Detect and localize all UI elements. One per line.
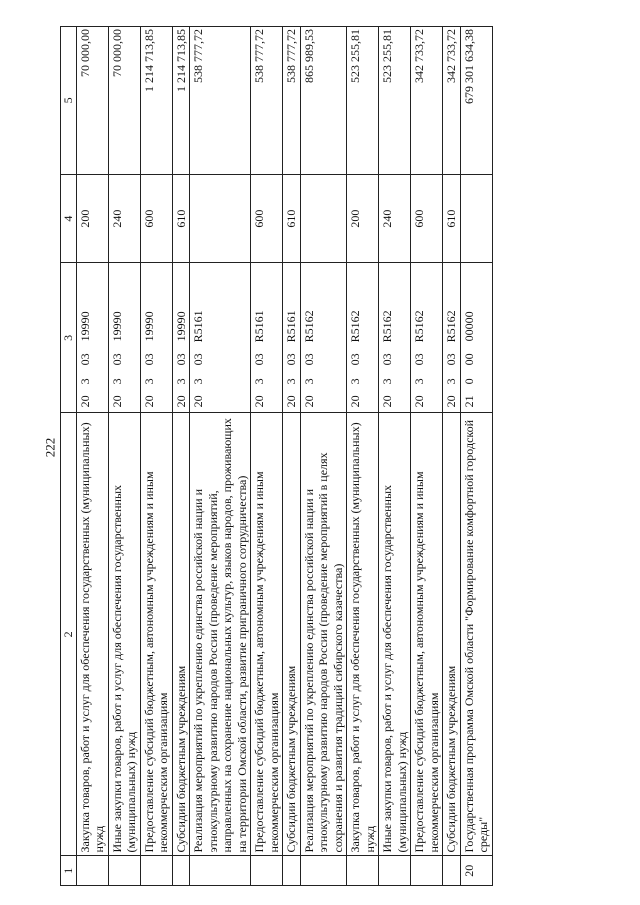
- row-amount: 523 255,81: [347, 27, 379, 175]
- code-event: 03: [301, 353, 316, 366]
- row-expense-type: [460, 174, 492, 263]
- code-direction: R5162: [301, 310, 316, 343]
- row-expense-type: 610: [443, 174, 461, 263]
- code-subprogram: 3: [252, 378, 266, 385]
- row-code: [411, 263, 443, 413]
- row-code: [190, 263, 251, 413]
- budget-table: [60, 26, 493, 886]
- row-number: [283, 856, 301, 886]
- table-row: [172, 27, 190, 886]
- code-subprogram: 3: [284, 378, 298, 385]
- header-col-3: 3: [61, 263, 77, 413]
- row-amount: 679 301 634,38: [460, 27, 492, 175]
- code-subprogram: 0: [461, 378, 476, 385]
- row-name: Субсидии бюджетным учреждениям: [443, 413, 461, 856]
- code-direction: R5161: [284, 310, 298, 343]
- table-row: [411, 27, 443, 886]
- row-expense-type: [190, 174, 251, 263]
- row-number: [411, 856, 443, 886]
- code-event: 03: [444, 353, 458, 366]
- row-code: [76, 263, 108, 413]
- row-name: Предоставление субсидий бюджетным, автономным учреждениям и иным некоммерческим организациям: [140, 413, 172, 856]
- code-direction: 00000: [461, 311, 476, 342]
- code-event: 03: [252, 353, 266, 366]
- code-direction: 19990: [141, 311, 156, 342]
- code-program: 20: [412, 395, 426, 408]
- row-code: [347, 263, 379, 413]
- row-name: Предоставление субсидий бюджетным, автономным учреждениям и иным некоммерческим организациям: [411, 413, 443, 856]
- code-event: 03: [77, 353, 92, 366]
- code-direction: R5162: [348, 310, 362, 343]
- code-program: 20: [109, 395, 124, 408]
- code-direction: R5162: [444, 310, 458, 343]
- table-row: [460, 27, 492, 886]
- code-program: 20: [380, 395, 394, 408]
- row-name: Иные закупки товаров, работ и услуг для обеспечения государственных (муниципальных) нужд: [108, 413, 140, 856]
- row-code: [172, 263, 190, 413]
- code-subprogram: 3: [173, 378, 188, 385]
- row-number: [140, 856, 172, 886]
- code-event: 03: [348, 353, 362, 366]
- row-name: Реализация мероприятий по укреплению единства российской нации и этнокультурному развитию народов России (проведение мероприятий, направленных на сохранение национальных культур, языков народов, проживающих на территории Омской области, развитие приграничного сотрудничества): [190, 413, 251, 856]
- code-program: 20: [141, 395, 156, 408]
- row-expense-type: 240: [108, 174, 140, 263]
- row-amount: 538 777,72: [251, 27, 283, 175]
- header-col-1: 1: [61, 856, 77, 886]
- row-number: 20: [460, 856, 492, 886]
- code-direction: 19990: [77, 311, 92, 342]
- row-amount: 342 733,72: [411, 27, 443, 175]
- row-code: [283, 263, 301, 413]
- table-row: [443, 27, 461, 886]
- code-direction: R5161: [191, 310, 205, 343]
- row-amount: 70 000,00: [108, 27, 140, 175]
- code-direction: R5162: [412, 310, 426, 343]
- row-amount: 342 733,72: [443, 27, 461, 175]
- row-expense-type: 240: [379, 174, 411, 263]
- header-col-5: 5: [61, 27, 77, 175]
- code-program: 21: [461, 395, 476, 408]
- row-number: [108, 856, 140, 886]
- code-event: 03: [284, 353, 298, 366]
- row-name: Закупка товаров, работ и услуг для обеспечения государственных (муниципальных) нужд: [76, 413, 108, 856]
- page-number: 222: [42, 437, 58, 458]
- code-program: 20: [252, 395, 266, 408]
- row-number: [300, 856, 347, 886]
- code-event: 03: [141, 353, 156, 366]
- code-direction: 19990: [109, 311, 124, 342]
- code-program: 20: [301, 395, 316, 408]
- row-code: [460, 263, 492, 413]
- table-row: [190, 27, 251, 886]
- code-program: 20: [77, 395, 92, 408]
- row-expense-type: 200: [76, 174, 108, 263]
- table-row: [108, 27, 140, 886]
- table-row: [379, 27, 411, 886]
- row-name: Государственная программа Омской области "Формирование комфортной городской среды": [460, 413, 492, 856]
- code-subprogram: 3: [77, 378, 92, 385]
- code-program: 20: [284, 395, 298, 408]
- code-event: 03: [380, 353, 394, 366]
- row-name: Закупка товаров, работ и услуг для обеспечения государственных (муниципальных) нужд: [347, 413, 379, 856]
- row-expense-type: 600: [411, 174, 443, 263]
- table-row: [251, 27, 283, 886]
- code-direction: R5162: [380, 310, 394, 343]
- code-event: 03: [173, 353, 188, 366]
- code-event: 03: [109, 353, 124, 366]
- code-subprogram: 3: [380, 378, 394, 385]
- row-expense-type: 600: [251, 174, 283, 263]
- table-row: [300, 27, 347, 886]
- budget-table-rotated: [60, 26, 632, 886]
- row-expense-type: 200: [347, 174, 379, 263]
- row-name: Предоставление субсидий бюджетным, автономным учреждениям и иным некоммерческим организациям: [251, 413, 283, 856]
- row-amount: 1 214 713,85: [172, 27, 190, 175]
- header-row: [61, 27, 77, 886]
- table-row: [283, 27, 301, 886]
- row-code: [300, 263, 347, 413]
- row-amount: 538 777,72: [283, 27, 301, 175]
- row-expense-type: 600: [140, 174, 172, 263]
- code-direction: 19990: [173, 311, 188, 342]
- row-number: [172, 856, 190, 886]
- row-code: [140, 263, 172, 413]
- row-number: [190, 856, 251, 886]
- code-subprogram: 3: [412, 378, 426, 385]
- row-name: Иные закупки товаров, работ и услуг для обеспечения государственных (муниципальных) нужд: [379, 413, 411, 856]
- row-number: [76, 856, 108, 886]
- row-amount: 1 214 713,85: [140, 27, 172, 175]
- code-program: 20: [444, 395, 458, 408]
- row-name: Субсидии бюджетным учреждениям: [283, 413, 301, 856]
- row-name: Субсидии бюджетным учреждениям: [172, 413, 190, 856]
- code-event: 00: [461, 353, 476, 366]
- table-row: [140, 27, 172, 886]
- row-code: [251, 263, 283, 413]
- row-code: [443, 263, 461, 413]
- row-number: [251, 856, 283, 886]
- row-expense-type: 610: [283, 174, 301, 263]
- code-subprogram: 3: [348, 378, 362, 385]
- row-name: Реализация мероприятий по укреплению единства российской нации и этнокультурному развитию народов России (проведение мероприятий в целях сохранения и развития традиций сибирского казачества): [300, 413, 347, 856]
- code-subprogram: 3: [191, 378, 205, 385]
- code-subprogram: 3: [109, 378, 124, 385]
- header-col-4: 4: [61, 174, 77, 263]
- table-row: [76, 27, 108, 886]
- row-expense-type: 610: [172, 174, 190, 263]
- code-program: 20: [191, 395, 205, 408]
- row-expense-type: [300, 174, 347, 263]
- row-amount: 523 255,81: [379, 27, 411, 175]
- code-program: 20: [173, 395, 188, 408]
- row-number: [443, 856, 461, 886]
- code-subprogram: 3: [141, 378, 156, 385]
- code-program: 20: [348, 395, 362, 408]
- table-row: [347, 27, 379, 886]
- header-col-2: 2: [61, 413, 77, 856]
- code-event: 03: [412, 353, 426, 366]
- row-code: [379, 263, 411, 413]
- row-amount: 538 777,72: [190, 27, 251, 175]
- row-number: [347, 856, 379, 886]
- code-direction: R5161: [252, 310, 266, 343]
- row-amount: 865 989,53: [300, 27, 347, 175]
- code-subprogram: 3: [301, 378, 316, 385]
- row-amount: 70 000,00: [76, 27, 108, 175]
- row-number: [379, 856, 411, 886]
- code-subprogram: 3: [444, 378, 458, 385]
- row-code: [108, 263, 140, 413]
- code-event: 03: [191, 353, 205, 366]
